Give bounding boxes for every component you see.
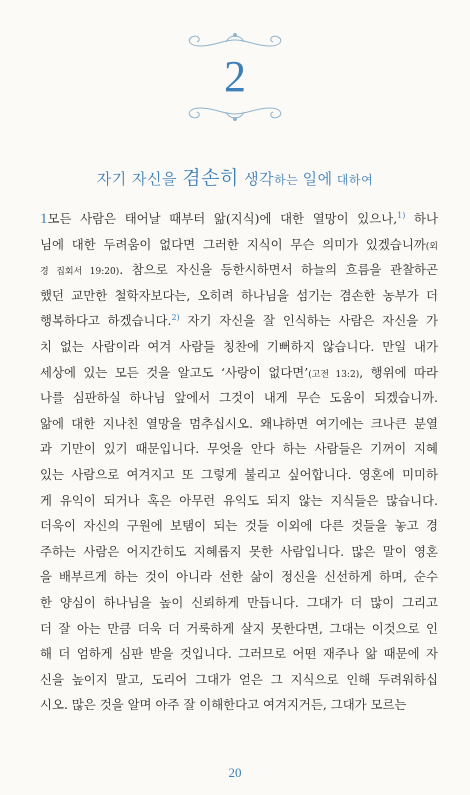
footnote-marker: 1) [397, 210, 406, 220]
text-segment: 있는 사람으로 여겨지고 또 그렇게 불리고 싶어합니다. 영혼에 미미하 [40, 466, 438, 482]
verse-number: 1 [40, 211, 48, 227]
footnote-marker: 2) [171, 313, 180, 323]
text-segment: 한 양심이 하나님을 높이 신뢰하게 만듭니다. 그대가 더 많이 그리고 [40, 594, 438, 610]
text-line [40, 590, 438, 616]
text-segment: 더욱이 자신의 구원에 보탬이 되는 것들 이외에 다른 것들을 놓고 경 [40, 518, 438, 534]
scripture-reference: (고전 13:2) [308, 369, 360, 380]
text-line [40, 436, 438, 462]
scripture-reference: 경 집회서 19:20) [40, 267, 120, 278]
text-segment: 나를 심판하실 하나님 앞에서 그것이 내게 무슨 도움이 되겠습니까. [40, 390, 438, 406]
chapter-title-part: 하는 [274, 173, 303, 187]
text-segment: , 행위에 따라 [359, 364, 438, 380]
chapter-title-part: 자기 자신을 [96, 170, 183, 188]
text-line [40, 462, 438, 488]
text-line [40, 488, 438, 514]
text-segment: 과 기만이 있기 때문입니다. 무엇을 안다 하는 사람들은 기꺼이 지혜 [40, 441, 438, 457]
text-segment: 님에 대한 두려움이 없다면 그러한 지식이 무슨 의미가 있겠습니까 [40, 236, 426, 252]
text-segment: 치 없는 사람이라 여겨 사람들 칭찬에 기뻐하지 않습니다. 만일 내가 [40, 338, 438, 354]
scripture-reference: (외 [425, 241, 438, 252]
bottom-flourish-icon [0, 96, 470, 126]
chapter-title-part: 생각 [238, 170, 275, 188]
text-segment: 해 더 엄하게 심판 받을 것입니다. 그러므로 어떤 재주나 앎 때문에 자 [40, 646, 438, 662]
text-segment: 자기 자신을 잘 인식하는 사람은 자신을 가 [179, 313, 438, 329]
chapter-number: 2 [224, 52, 246, 101]
text-segment: 했던 교만한 철학자보다는, 오히려 하나님을 섬기는 겸손한 농부가 더 [40, 287, 438, 303]
text-line [40, 667, 438, 693]
text-line [40, 539, 438, 565]
text-segment: 게 유익이 되거나 혹은 아무런 유익도 되지 않는 지식들은 많습니다. [40, 492, 438, 508]
text-line [40, 334, 438, 360]
text-segment: 더 잘 아는 만큼 더욱 더 거룩하게 살지 못한다면, 그대는 이것으로 인 [40, 620, 438, 636]
chapter-title [0, 163, 470, 190]
chapter-title-part: 일에 [302, 170, 333, 188]
text-segment: 시오. 많은 것을 알며 아주 잘 이해한다고 여겨지거든, 그대가 모르는 [40, 697, 407, 713]
text-line [40, 308, 438, 334]
text-segment: 을 배부르게 하는 것이 아니라 선한 삶이 정신을 신선하게 하며, 순수 [40, 569, 438, 585]
text-segment: 앎에 대한 지나친 열망을 멈추십시오. 왜냐하면 여기에는 크나큰 분열 [40, 415, 438, 431]
text-line [40, 257, 438, 283]
text-segment: 세상에 있는 모든 것을 알고도 ‘사랑이 없다면’ [40, 364, 309, 380]
body-paragraph [40, 206, 438, 718]
text-line [40, 616, 438, 642]
text-line [40, 283, 438, 309]
text-line [40, 360, 438, 386]
text-segment: 행복하다고 하겠습니다. [40, 313, 172, 329]
text-line [40, 206, 438, 232]
text-segment: 하나 [405, 211, 438, 226]
text-line [40, 564, 438, 590]
page-number: 20 [228, 765, 242, 780]
text-line [40, 385, 438, 411]
text-segment: . 참으로 자신을 등한시하면서 하늘의 흐름을 관찰하곤 [119, 262, 438, 278]
text-line [40, 513, 438, 539]
text-line [40, 692, 438, 718]
text-segment: 모든 사람은 태어날 때부터 앎(지식)에 대한 열망이 있으나, [47, 211, 398, 226]
text-line [40, 411, 438, 437]
text-line [40, 232, 438, 258]
text-line [40, 641, 438, 667]
chapter-title-part: 대하여 [332, 173, 374, 187]
chapter-title-part: 겸손히 [182, 167, 239, 189]
text-segment: 주하는 사람은 어지간히도 지혜롭지 못한 사람입니다. 많은 말이 영혼 [40, 543, 438, 559]
text-segment: 신을 높이지 말고, 도리어 그대가 얻은 그 지식으로 인해 두려워하십 [40, 671, 438, 687]
